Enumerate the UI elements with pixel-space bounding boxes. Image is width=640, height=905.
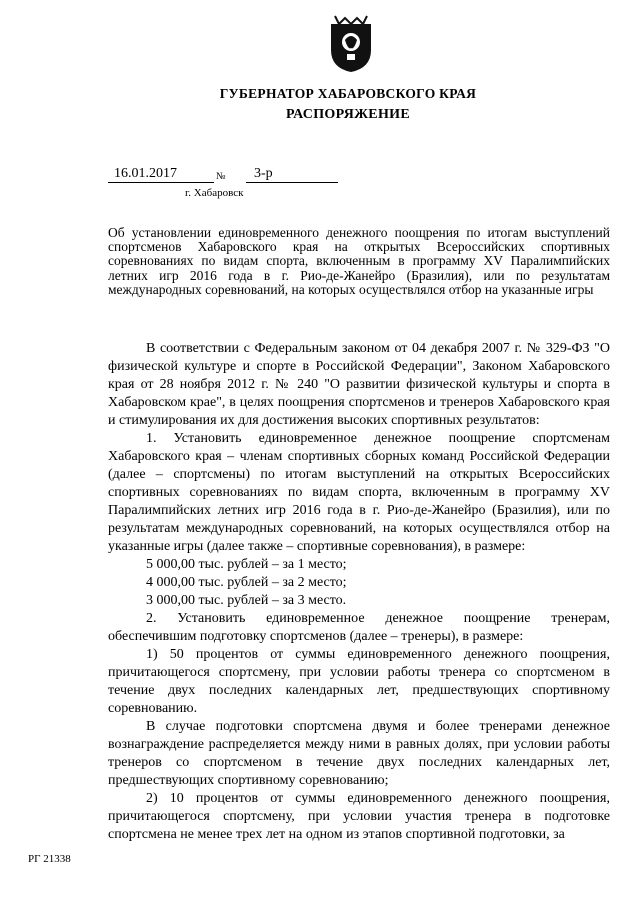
document-body (108, 340, 610, 844)
document-number: 3-р (246, 166, 338, 183)
number-sign: № (216, 171, 226, 182)
paragraph: 1) 50 процентов от суммы единовременного денежного поощрения, причитающегося спортсмену, при условии работы тренера со спортсменом в течение двух последних календарных лет, предшествующих спортивному соревнованию. (108, 647, 610, 716)
paragraph: 2. Установить единовременное денежное поощрение тренерам, обеспечившим подготовку спортсменов (далее – тренеры), в размере: (108, 611, 610, 644)
amount-line: 4 000,00 тыс. рублей – за 2 место; (146, 575, 347, 590)
authority-title: ГУБЕРНАТОР ХАБАРОВСКОГО КРАЯ (219, 86, 477, 101)
amount-line: 5 000,00 тыс. рублей – за 1 место; (146, 557, 347, 572)
registry-code: РГ 21338 (28, 853, 71, 865)
document-date: 16.01.2017 (108, 166, 214, 183)
paragraph: В соответствии с Федеральным законом от 04 декабря 2007 г. № 329-ФЗ "О физической культуре и спорте в Российской Федерации", Законом Хабаровского края от 28 ноября 2012 г. № 240 "О развитии физической культуры и спорта в Хабаровском крае", в целях поощрения спортсменов и тренеров Хабаровского края и стимулирования их для достижения высоких спортивных результатов: (108, 341, 610, 428)
document-subject: Об установлении единовременного денежного поощрения по итогам выступлений спортсменов Хабаровского края на открытых Всероссийских спортивных соревнованиях по видам спорта, включенным в программу XV Паралимпийских летних игр 2016 года в г. Рио-де-Жанейро (Бразилия), или по результатам международных соревнований, на которых осуществлялся отбор на указанные игры (108, 225, 610, 297)
amount-line: 3 000,00 тыс. рублей – за 3 место. (146, 593, 347, 608)
paragraph: В случае подготовки спортсмена двумя и более тренерами денежное вознаграждение распределяется между ними в равных долях, при условии работы тренеров со спортсменом в течение двух последних календарных лет, предшествующих спортивному соревнованию; (108, 719, 610, 788)
paragraph: 2) 10 процентов от суммы единовременного денежного поощрения, причитающегося спортсмену, при условии участия тренера в подготовке спортсмена не менее трех лет на одном из этапов спортивной подготовки, за (108, 791, 610, 842)
document-type: РАСПОРЯЖЕНИЕ (286, 107, 410, 122)
city: г. Хабаровск (185, 187, 244, 199)
khabarovsk-coat-of-arms-icon (327, 14, 375, 74)
paragraph: 1. Установить единовременное денежное поощрение спортсменам Хабаровского края – членам спортивных сборных команд Российской Федерации (далее – спортсмены) по итогам выступлений на открытых Всероссийских спортивных соревнованиях по видам спорта, включенным в программу XV Паралимпийских летних игр 2016 года в г. Рио-де-Жанейро (Бразилия), или по результатам международных соревнований, на которых осуществлялся отбор на указанные игры (далее также – спортивные соревнования), в размере: (108, 431, 610, 554)
